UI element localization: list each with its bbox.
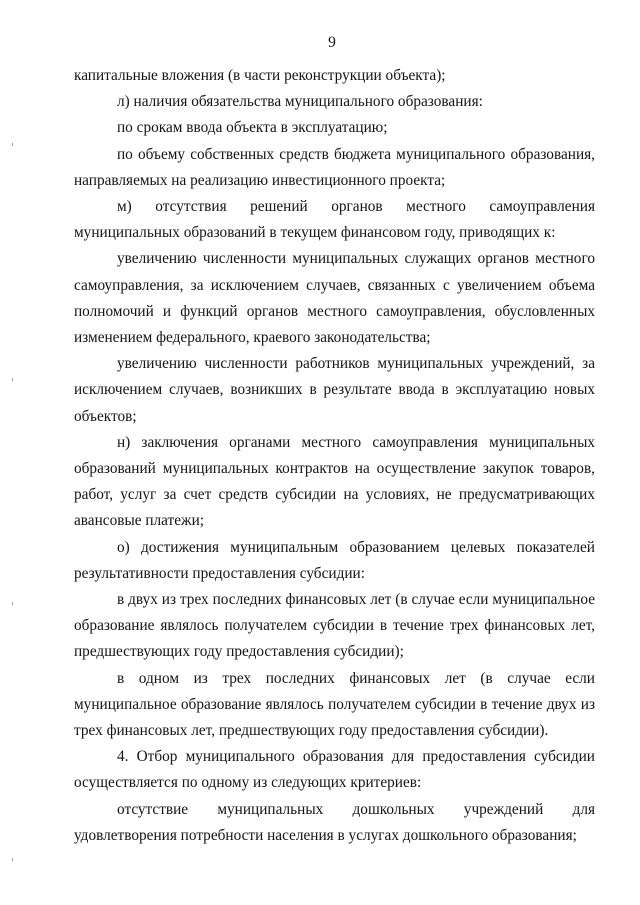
paragraph: увеличению численности работников муниципальных учреждений, за исключением случаев, возникших в результате ввода в эксплуатацию новых объектов;: [74, 355, 595, 425]
scan-margin-mark: [12, 143, 13, 146]
paragraph: отсутствие муниципальных дошкольных учреждений для удовлетворения потребности населения в услугах дошкольного образования;: [74, 800, 595, 844]
paragraph: капитальные вложения (в части реконструкции объекта);: [74, 67, 446, 84]
paragraph: в двух из трех последних финансовых лет (в случае если муниципальное образование являлось получателем субсидии в течение трех финансовых лет, предшествующих году предоставления субсидии);: [74, 591, 595, 661]
scan-margin-mark: [12, 602, 13, 605]
paragraph: л) наличия обязательства муниципального образования:: [117, 93, 483, 111]
page-number: 9: [328, 34, 336, 51]
scan-margin-mark: [12, 858, 13, 861]
scan-margin-mark: [12, 378, 13, 381]
paragraph: 4. Отбор муниципального образования для предоставления субсидии осуществляется по одному из следующих критериев:: [74, 748, 595, 792]
document-body: [74, 63, 595, 849]
paragraph: по объему собственных средств бюджета муниципального образования, направляемых на реализацию инвестиционного проекта;: [74, 145, 595, 189]
paragraph: н) заключения органами местного самоуправления муниципальных образований муниципальных контрактов на осуществление закупок товаров, работ, услуг за счет средств субсидии на условиях, не предусматривающих авансовые платежи;: [74, 433, 595, 530]
paragraph: м) отсутствия решений органов местного самоуправления муниципальных образований в текущем финансовом году, приводящих к:: [74, 198, 595, 242]
paragraph: в одном из трех последних финансовых лет (в случае если муниципальное образование являлось получателем субсидии в течение двух из трех финансовых лет, предшествующих году предоставления субсидии).: [74, 669, 595, 740]
paragraph: по срокам ввода объекта в эксплуатацию;: [117, 119, 388, 137]
paragraph: увеличению численности муниципальных служащих органов местного самоуправления, за исключением случаев, связанных с увеличением объема полномочий и функций органов местного самоуправления, обусловленных изменением федерального, краевого законодательства;: [74, 250, 595, 347]
paragraph: о) достижения муниципальным образованием целевых показателей результативности предоставления субсидии:: [74, 538, 595, 582]
